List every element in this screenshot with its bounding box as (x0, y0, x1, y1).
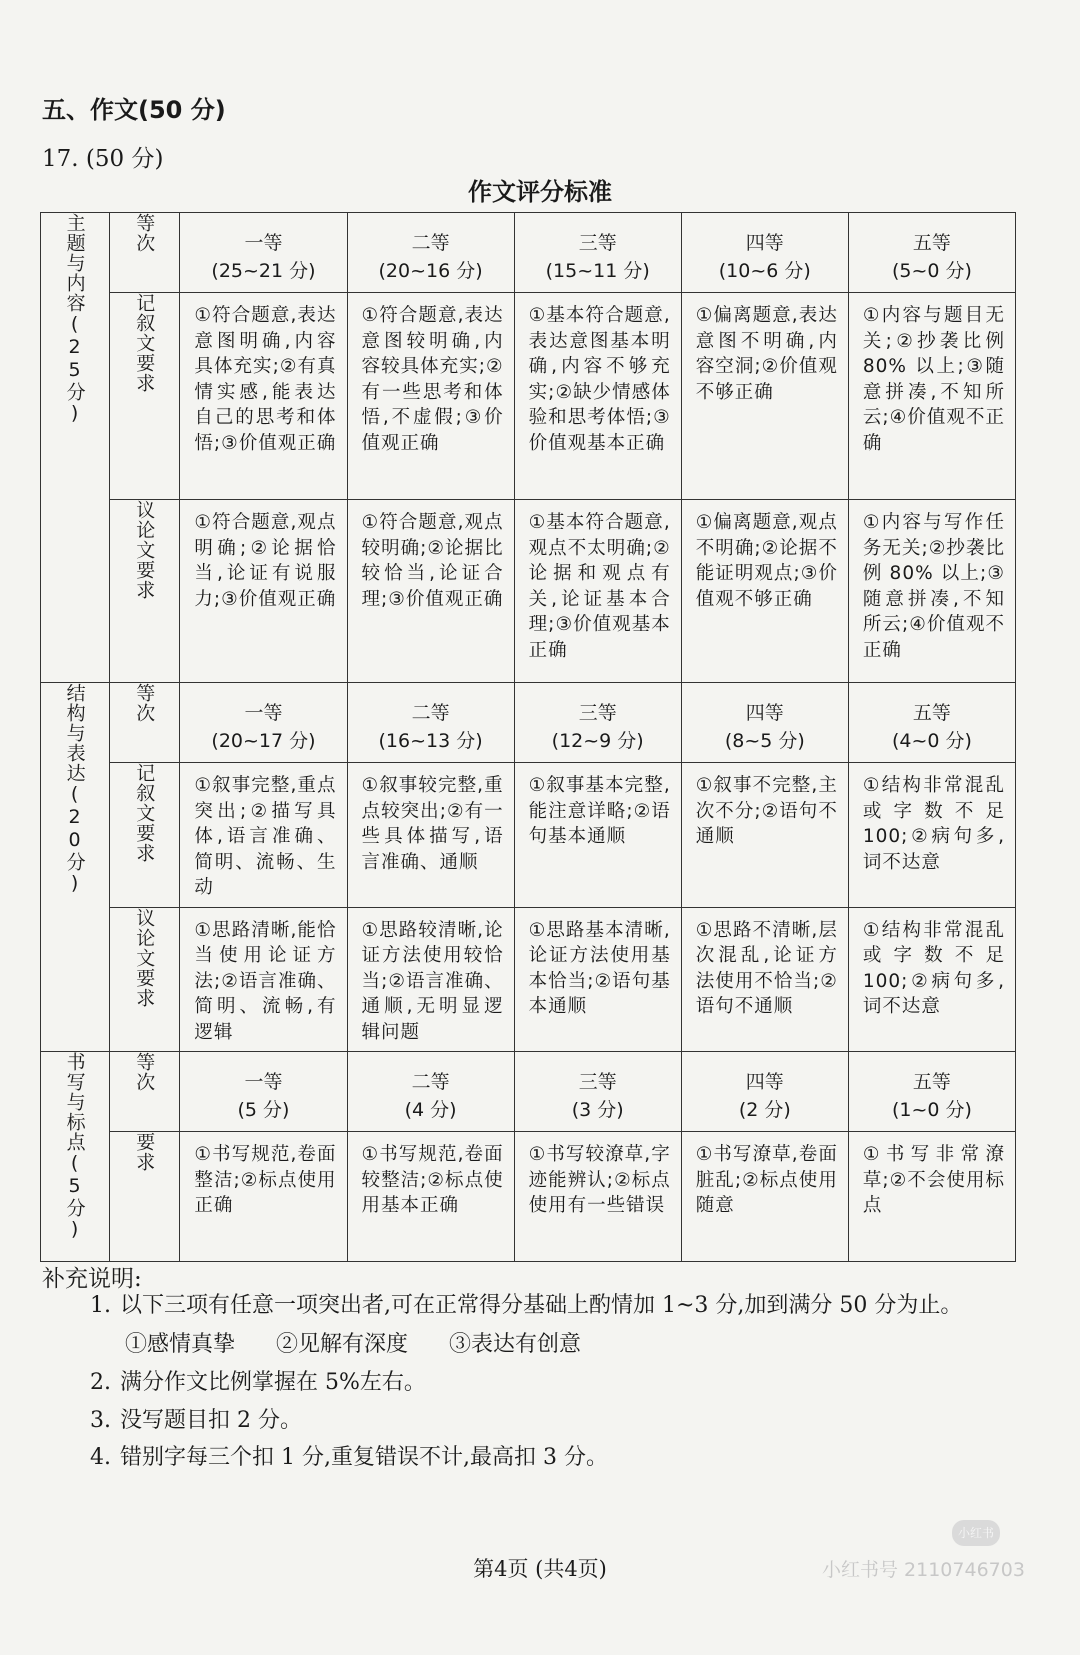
grade-row-label: 等次 (110, 213, 180, 293)
criteria-cell: ①书写规范,卷面整洁;②标点使用正确 (180, 1132, 347, 1262)
note-item: 4. 错别字每三个扣 1 分,重复错误不计,最高扣 3 分。 (90, 1445, 608, 1470)
grade-cell: 五等 (5~0 分) (848, 213, 1015, 293)
criteria-cell: ①结构非常混乱或字数不足100;②病句多,词不达意 (848, 763, 1015, 908)
theme-argument-row (41, 500, 1016, 683)
note-item: 1. 以下三项有任意一项突出者,可在正常得分基础上酌情加 1~3 分,加到满分 50 分为止。 (90, 1293, 963, 1318)
requirement-label: 要求 (110, 1132, 180, 1262)
grade-cell: 一等 (20~17 分) (180, 683, 347, 763)
theme-narrative-row (41, 293, 1016, 500)
grade-cell: 五等 (4~0 分) (848, 683, 1015, 763)
theme-grade-row (41, 213, 1016, 293)
grade-cell: 三等 (15~11 分) (514, 213, 681, 293)
question-label: 17. (50 分) (42, 146, 164, 172)
criteria-cell: ①叙事基本完整,能注意详略;②语句基本通顺 (514, 763, 681, 908)
criteria-cell: ①叙事较完整,重点较突出;②有一些具体描写,语言准确、通顺 (347, 763, 514, 908)
note-option: ②见解有深度 (276, 1332, 409, 1357)
section-title: 五、作文(50 分) (42, 96, 226, 124)
argument-label: 议论文要求 (110, 907, 180, 1052)
narrative-label: 记叙文要求 (110, 293, 180, 500)
page-footer: 第4页 (共4页) (473, 1557, 607, 1581)
criteria-cell: ①符合题意,观点明确;②论据恰当,论证有说服力;③价值观正确 (180, 500, 347, 683)
grade-cell: 一等 (5 分) (180, 1052, 347, 1132)
grade-cell: 二等 (16~13 分) (347, 683, 514, 763)
table-title: 作文评分标准 (468, 178, 612, 206)
criteria-cell: ①思路较清晰,论证方法使用较恰当;②语言准确、通顺,无明显逻辑问题 (347, 907, 514, 1052)
watermark-logo: 小红书 (952, 1520, 1000, 1546)
criteria-cell: ①结构非常混乱或字数不足100;②病句多,词不达意 (848, 907, 1015, 1052)
grade-cell: 五等 (1~0 分) (848, 1052, 1015, 1132)
criteria-cell: ①书写潦草,卷面脏乱;②标点使用随意 (681, 1132, 848, 1262)
note-option: ③表达有创意 (449, 1332, 582, 1357)
criteria-cell: ①叙事不完整,主次不分;②语句不通顺 (681, 763, 848, 908)
grade-cell: 四等 (2 分) (681, 1052, 848, 1132)
watermark: 小红书号 2110746703 (822, 1559, 1025, 1581)
criteria-cell: ①思路不清晰,层次混乱,论证方法使用不恰当;②语句不通顺 (681, 907, 848, 1052)
criteria-cell: ①书写规范,卷面较整洁;②标点使用基本正确 (347, 1132, 514, 1262)
criteria-cell: ①偏离题意,表达意图不明确,内容空洞;②价值观不够正确 (681, 293, 848, 500)
criteria-cell: ①思路清晰,能恰当使用论证方法;②语言准确、简明、流畅,有逻辑 (180, 907, 347, 1052)
criteria-cell: ①基本符合题意,观点不太明确;②论据和观点有关,论证基本合理;③价值观基本正确 (514, 500, 681, 683)
category-structure: 结构与表达(20分) (41, 683, 110, 1052)
structure-narrative-row (41, 763, 1016, 908)
criteria-cell: ①书写非常潦草;②不会使用标点 (848, 1132, 1015, 1262)
grade-cell: 三等 (3 分) (514, 1052, 681, 1132)
criteria-cell: ①符合题意,表达意图明确,内容具体充实;②有真情实感,能表达自己的思考和体悟;③价值观正确 (180, 293, 347, 500)
grade-cell: 四等 (10~6 分) (681, 213, 848, 293)
note-option: ①感情真挚 (125, 1332, 236, 1357)
grade-row-label: 等次 (110, 683, 180, 763)
criteria-cell: ①书写较潦草,字迹能辨认;②标点使用有一些错误 (514, 1132, 681, 1262)
grade-cell: 一等 (25~21 分) (180, 213, 347, 293)
note-options (125, 1327, 615, 1358)
structure-argument-row (41, 907, 1016, 1052)
writing-grade-row (41, 1052, 1016, 1132)
grade-cell: 三等 (12~9 分) (514, 683, 681, 763)
category-theme: 主题与内容(25分) (41, 213, 110, 683)
notes-title: 补充说明: (42, 1266, 142, 1292)
rubric-table (40, 212, 1016, 1262)
criteria-cell: ①内容与题目无关;②抄袭比例 80% 以上;③随意拼凑,不知所云;④价值观不正确 (848, 293, 1015, 500)
grade-cell: 二等 (20~16 分) (347, 213, 514, 293)
grade-cell: 二等 (4 分) (347, 1052, 514, 1132)
narrative-label: 记叙文要求 (110, 763, 180, 908)
criteria-cell: ①内容与写作任务无关;②抄袭比例 80% 以上;③随意拼凑,不知所云;④价值观不正确 (848, 500, 1015, 683)
grade-cell: 四等 (8~5 分) (681, 683, 848, 763)
note-item: 2. 满分作文比例掌握在 5%左右。 (90, 1370, 426, 1395)
criteria-cell: ①基本符合题意,表达意图基本明确,内容不够充实;②缺少情感体验和思考体悟;③价值观基本正确 (514, 293, 681, 500)
structure-grade-row (41, 683, 1016, 763)
category-writing: 书写与标点(5分) (41, 1052, 110, 1262)
criteria-cell: ①符合题意,观点较明确;②论据比较恰当,论证合理;③价值观正确 (347, 500, 514, 683)
writing-requirement-row (41, 1132, 1016, 1262)
argument-label: 议论文要求 (110, 500, 180, 683)
criteria-cell: ①偏离题意,观点不明确;②论据不能证明观点;③价值观不够正确 (681, 500, 848, 683)
criteria-cell: ①思路基本清晰,论证方法使用基本恰当;②语句基本通顺 (514, 907, 681, 1052)
grade-row-label: 等次 (110, 1052, 180, 1132)
criteria-cell: ①符合题意,表达意图较明确,内容较具体充实;②有一些思考和体悟,不虚假;③价值观正确 (347, 293, 514, 500)
criteria-cell: ①叙事完整,重点突出;②描写具体,语言准确、简明、流畅、生动 (180, 763, 347, 908)
note-item: 3. 没写题目扣 2 分。 (90, 1408, 302, 1433)
